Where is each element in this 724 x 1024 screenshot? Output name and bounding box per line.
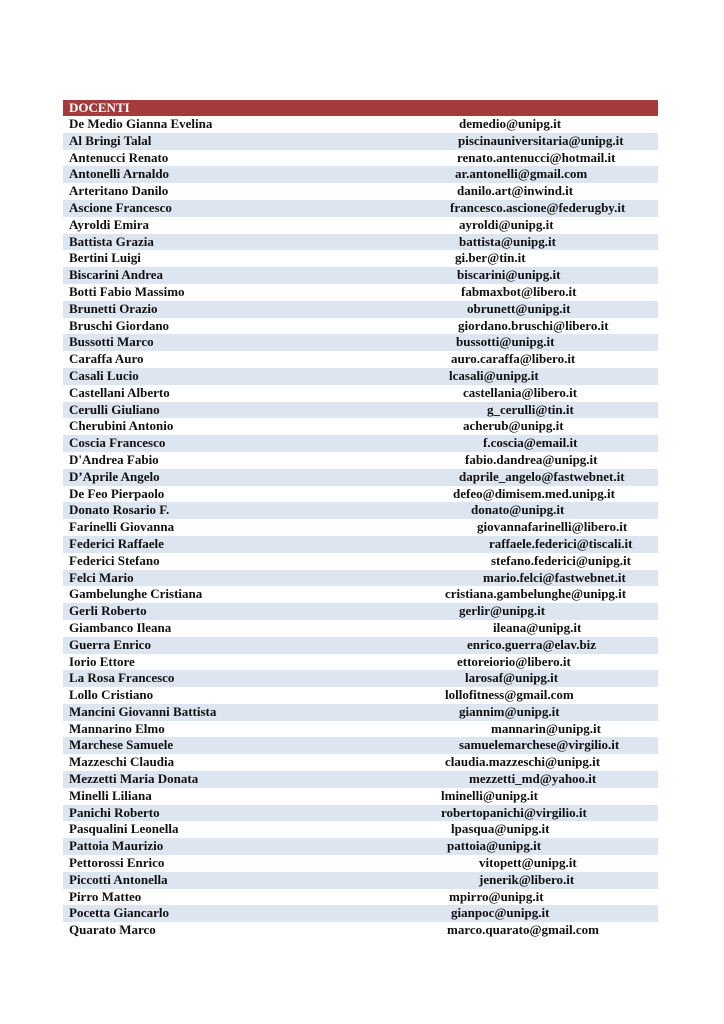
teacher-email: enrico.guerra@elav.biz bbox=[467, 636, 597, 652]
teacher-name: Bussotti Marco bbox=[69, 334, 154, 350]
table-row bbox=[63, 721, 658, 738]
teacher-name: Gambelunghe Cristiana bbox=[69, 586, 203, 602]
teacher-name: Bertini Luigi bbox=[69, 250, 141, 266]
table-row bbox=[63, 301, 658, 318]
teacher-email: lminelli@unipg.it bbox=[441, 787, 538, 803]
teacher-email: battista@unipg.it bbox=[459, 233, 556, 249]
table-row bbox=[63, 838, 658, 855]
table-row bbox=[63, 670, 658, 687]
table-row bbox=[63, 570, 658, 587]
teacher-name: Botti Fabio Massimo bbox=[69, 283, 185, 299]
table-row bbox=[63, 217, 658, 234]
teacher-name: Castellani Alberto bbox=[69, 384, 170, 400]
teacher-name: Battista Grazia bbox=[69, 233, 154, 249]
teacher-email: mario.felci@fastwebnet.it bbox=[483, 569, 626, 585]
table-row bbox=[63, 519, 658, 536]
teacher-name: Cherubini Antonio bbox=[69, 418, 174, 434]
teacher-email: auro.caraffa@libero.it bbox=[451, 351, 576, 367]
teacher-email: giordano.bruschi@libero.it bbox=[458, 317, 609, 333]
teacher-name: Lollo Cristiano bbox=[69, 687, 154, 703]
teacher-email: defeo@dimisem.med.unipg.it bbox=[453, 485, 615, 501]
teacher-email: lcasali@unipg.it bbox=[449, 367, 539, 383]
teacher-email: francesco.ascione@federugby.it bbox=[450, 199, 626, 215]
teacher-name: Guerra Enrico bbox=[69, 636, 151, 652]
teacher-email: mezzetti_md@yahoo.it bbox=[469, 771, 597, 787]
teacher-email: robertopanichi@virgilio.it bbox=[441, 804, 587, 820]
teacher-email: f.coscia@email.it bbox=[483, 435, 578, 451]
table-body bbox=[63, 116, 658, 939]
teacher-email: gi.ber@tin.it bbox=[455, 250, 526, 266]
teacher-name: Donato Rosario F. bbox=[69, 502, 170, 518]
table-row bbox=[63, 654, 658, 671]
teacher-email: lollofitness@gmail.com bbox=[445, 687, 574, 703]
teacher-email: renato.antenucci@hotmail.it bbox=[457, 149, 616, 165]
teacher-name: Mezzetti Maria Donata bbox=[69, 771, 199, 787]
table-row bbox=[63, 889, 658, 906]
teacher-name: Marchese Samuele bbox=[69, 737, 174, 753]
teacher-name: De Medio Gianna Evelina bbox=[69, 116, 213, 131]
table-row bbox=[63, 486, 658, 503]
teacher-name: Casali Lucio bbox=[69, 367, 139, 383]
docenti-table bbox=[63, 100, 658, 939]
teacher-email: marco.quarato@gmail.com bbox=[447, 922, 599, 938]
table-row bbox=[63, 284, 658, 301]
table-row bbox=[63, 116, 658, 133]
table-row bbox=[63, 788, 658, 805]
table-row bbox=[63, 637, 658, 654]
teacher-email: vitopett@unipg.it bbox=[479, 855, 577, 871]
teacher-name: Minelli Liliana bbox=[69, 787, 152, 803]
table-row bbox=[63, 234, 658, 251]
teacher-name: Biscarini Andrea bbox=[69, 267, 164, 283]
teacher-email: gianpoc@unipg.it bbox=[451, 905, 550, 921]
table-row bbox=[63, 872, 658, 889]
teacher-name: Brunetti Orazio bbox=[69, 300, 158, 316]
teacher-email: bussotti@unipg.it bbox=[456, 334, 555, 350]
table-row bbox=[63, 754, 658, 771]
teacher-email: ettoreiorio@libero.it bbox=[457, 653, 571, 669]
teacher-email: demedio@unipg.it bbox=[459, 116, 562, 131]
table-row bbox=[63, 250, 658, 267]
table-row bbox=[63, 502, 658, 519]
teacher-name: Federici Stefano bbox=[69, 552, 160, 568]
teacher-name: Mannarino Elmo bbox=[69, 720, 165, 736]
teacher-email: jenerik@libero.it bbox=[479, 871, 575, 887]
table-row bbox=[63, 267, 658, 284]
table-row bbox=[63, 905, 658, 922]
teacher-name: Pasqualini Leonella bbox=[69, 821, 179, 837]
teacher-name: La Rosa Francesco bbox=[69, 670, 175, 686]
teacher-email: fabmaxbot@libero.it bbox=[461, 283, 577, 299]
table-row bbox=[63, 586, 658, 603]
teacher-email: stefano.federici@unipg.it bbox=[491, 552, 631, 568]
table-row bbox=[63, 922, 658, 939]
teacher-name: Pattoia Maurizio bbox=[69, 838, 164, 854]
table-row bbox=[63, 385, 658, 402]
table-row bbox=[63, 821, 658, 838]
teacher-name: Bruschi Giordano bbox=[69, 317, 170, 333]
teacher-name: Pirro Matteo bbox=[69, 888, 142, 904]
teacher-name: Coscia Francesco bbox=[69, 435, 166, 451]
teacher-name: Pettorossi Enrico bbox=[69, 855, 165, 871]
teacher-email: lpasqua@unipg.it bbox=[451, 821, 550, 837]
teacher-email: ar.antonelli@gmail.com bbox=[455, 166, 588, 182]
teacher-email: donato@unipg.it bbox=[471, 502, 565, 518]
teacher-name: Federici Raffaele bbox=[69, 535, 164, 551]
table-row bbox=[63, 805, 658, 822]
teacher-name: Ayroldi Emira bbox=[69, 216, 150, 232]
teacher-email: biscarini@unipg.it bbox=[457, 267, 561, 283]
table-row bbox=[63, 452, 658, 469]
table-row bbox=[63, 469, 658, 486]
teacher-email: raffaele.federici@tiscali.it bbox=[489, 535, 633, 551]
teacher-email: ileana@unipg.it bbox=[493, 619, 582, 635]
teacher-name: Giambanco Ileana bbox=[69, 619, 172, 635]
table-row bbox=[63, 687, 658, 704]
teacher-name: D’Aprile Angelo bbox=[69, 468, 160, 484]
table-row bbox=[63, 166, 658, 183]
table-row bbox=[63, 553, 658, 570]
teacher-email: piscinauniversitaria@unipg.it bbox=[458, 132, 624, 148]
table-row bbox=[63, 620, 658, 637]
teacher-name: De Feo Pierpaolo bbox=[69, 485, 165, 501]
teacher-name: D'Andrea Fabio bbox=[69, 451, 159, 467]
table-row bbox=[63, 200, 658, 217]
table-row bbox=[63, 771, 658, 788]
teacher-email: castellania@libero.it bbox=[463, 384, 578, 400]
teacher-name: Iorio Ettore bbox=[69, 653, 135, 669]
teacher-name: Mazzeschi Claudia bbox=[69, 754, 175, 770]
table-row bbox=[63, 402, 658, 419]
table-row bbox=[63, 855, 658, 872]
table-row bbox=[63, 150, 658, 167]
teacher-name: Farinelli Giovanna bbox=[69, 519, 175, 535]
table-row bbox=[63, 368, 658, 385]
teacher-email: giovannafarinelli@libero.it bbox=[477, 519, 628, 535]
teacher-email: claudia.mazzeschi@unipg.it bbox=[445, 754, 601, 770]
teacher-email: samuelemarchese@virgilio.it bbox=[459, 737, 620, 753]
teacher-email: gerlir@unipg.it bbox=[459, 603, 546, 619]
table-row bbox=[63, 704, 658, 721]
table-row bbox=[63, 351, 658, 368]
teacher-name: Mancini Giovanni Battista bbox=[69, 703, 217, 719]
table-row bbox=[63, 183, 658, 200]
table-row bbox=[63, 536, 658, 553]
teacher-name: Pocetta Giancarlo bbox=[69, 905, 169, 921]
teacher-name: Arteritano Danilo bbox=[69, 183, 169, 199]
table-header: DOCENTI bbox=[63, 100, 658, 116]
table-row bbox=[63, 318, 658, 335]
teacher-name: Quarato Marco bbox=[69, 922, 156, 938]
teacher-name: Piccotti Antonella bbox=[69, 871, 168, 887]
table-row bbox=[63, 133, 658, 150]
table-row bbox=[63, 737, 658, 754]
table-row bbox=[63, 435, 658, 452]
teacher-email: ayroldi@unipg.it bbox=[459, 216, 554, 232]
table-row bbox=[63, 334, 658, 351]
teacher-email: pattoia@unipg.it bbox=[447, 838, 542, 854]
teacher-email: mpirro@unipg.it bbox=[449, 888, 544, 904]
teacher-email: obrunett@unipg.it bbox=[467, 300, 571, 316]
teacher-name: Panichi Roberto bbox=[69, 804, 160, 820]
teacher-name: Gerli Roberto bbox=[69, 603, 147, 619]
teacher-email: mannarin@unipg.it bbox=[491, 720, 601, 736]
teacher-email: cristiana.gambelunghe@unipg.it bbox=[445, 586, 627, 602]
teacher-name: Ascione Francesco bbox=[69, 199, 172, 215]
teacher-name: Felci Mario bbox=[69, 569, 134, 585]
teacher-name: Cerulli Giuliano bbox=[69, 401, 160, 417]
teacher-name: Caraffa Auro bbox=[69, 351, 144, 367]
teacher-email: daprile_angelo@fastwebnet.it bbox=[459, 468, 625, 484]
teacher-email: g_cerulli@tin.it bbox=[487, 401, 574, 417]
teacher-email: danilo.art@inwind.it bbox=[457, 183, 574, 199]
teacher-email: acherub@unipg.it bbox=[463, 418, 564, 434]
teacher-name: Antonelli Arnaldo bbox=[69, 166, 170, 182]
teacher-name: Al Bringi Talal bbox=[69, 132, 152, 148]
teacher-email: giannim@unipg.it bbox=[459, 703, 560, 719]
table-row bbox=[63, 603, 658, 620]
teacher-email: fabio.dandrea@unipg.it bbox=[465, 451, 598, 467]
teacher-name: Antenucci Renato bbox=[69, 149, 169, 165]
teacher-email: larosaf@unipg.it bbox=[465, 670, 559, 686]
table-row bbox=[63, 418, 658, 435]
